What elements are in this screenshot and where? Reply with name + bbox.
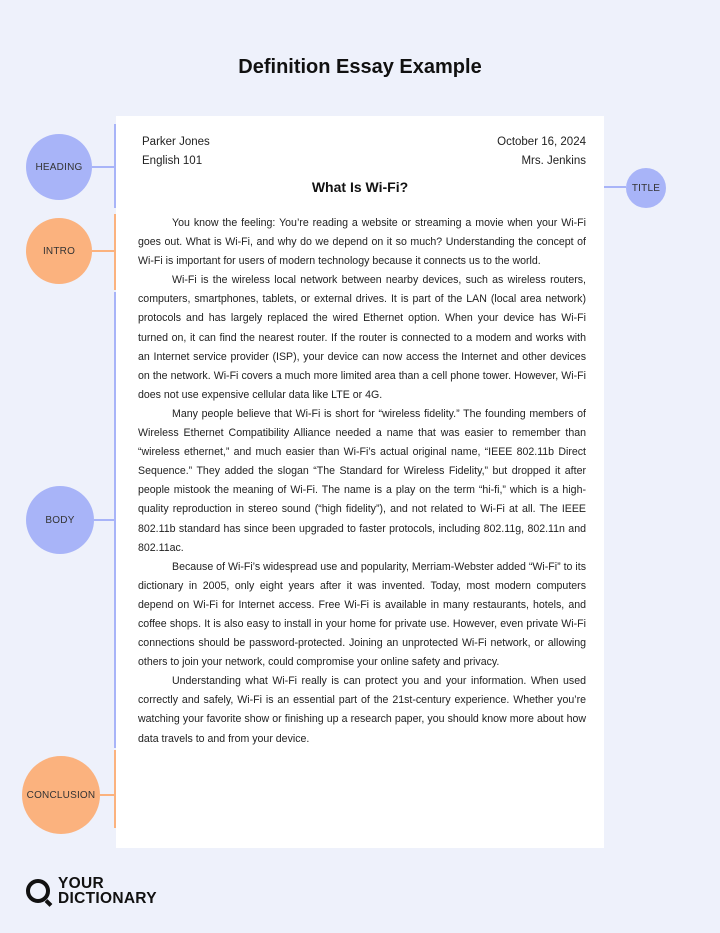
essay-header-right [497,133,586,171]
magnifier-icon [26,879,50,903]
title-label-text: TITLE [631,182,661,194]
author-name: Parker Jones [142,136,210,148]
intro-label [26,218,92,284]
heading-label [26,134,92,200]
title-label [626,168,666,208]
logo-line-2: DICTIONARY [58,890,157,907]
body-paragraph-2: Many people believe that Wi-Fi is short for “wireless fidelity.” The founding members of Wireless Ethernet Compatibility Alliance needed a name that was easier to remember than “wireless ethernet,” and much easier than Wi-Fi’s actual original name, “IEEE 802.11b Direct Sequence.” They added the slogan “The Standard for Wireless Fidelity,” but dropped it after people mistook the meaning of Wi-Fi. The name is a play on the term “hi-fi,” which is a high-quality reproduction in stereo sound (“high fidelity”), and not related to Wi-Fi at all. The IEEE 802.11b standard has since been upgraded to faster protocols, including 802.11g, 802.11n and 802.11ac. [138,407,586,554]
body-paragraph-1: Wi-Fi is the wireless local network between nearby devices, such as wireless routers, computers, smartphones, tablets, or external drives. It is part of the LAN (local area network) protocols and has largely replaced the wired Ethernet option. When your device has Wi-Fi turned on, it can find the nearest router. If the router is connected to a modem and works with an Internet service provider (ISP), your device can now access the Internet and other devices on the network. Wi-Fi covers a much more limited area than a cell phone tower. However, Wi-Fi does not use expensive cellular data like LTE or 4G. [138,274,586,401]
essay-title: What Is Wi-Fi? [311,179,409,195]
conclusion-connector [100,794,114,796]
conclusion-label-text: CONCLUSION [26,789,96,801]
essay-date: October 16, 2024 [497,136,586,148]
heading-label-text: HEADING [35,161,83,173]
logo-wordmark [58,876,157,906]
essay-body [138,214,586,749]
conclusion-paragraph: Understanding what Wi-Fi really is can protect you and your information. When used correctly and safely, Wi-Fi is an essential part of the 21st-century experience. Whether you’re watching your favorite show or finishing up a research paper, you should know more about how data travels to and from your device. [138,675,586,745]
essay-header-left [142,133,210,171]
heading-connector [92,166,114,168]
body-connector [94,519,114,521]
logo-line-1: YOUR [58,875,104,892]
intro-connector [92,250,114,252]
essay-page [116,116,604,848]
course-name: English 101 [142,155,203,167]
body-label-text: BODY [45,514,75,526]
intro-label-text: INTRO [42,245,76,257]
body-paragraph-3: Because of Wi-Fi’s widespread use and popularity, Merriam-Webster added “Wi-Fi” to its dictionary in 2005, only eight years after it was invented. Today, most modern computers depend on Wi-Fi for Internet access. Free Wi-Fi is available in many restaurants, hotels, and coffee shops. It is also easy to install in your home for private use. However, even private Wi-Fi connections should be password-protected. Joining an unprotected Wi-Fi network, or allowing others to join your network, could compromise your online safety and privacy. [138,560,586,669]
conclusion-label [22,756,100,834]
teacher-name: Mrs. Jenkins [521,155,586,167]
body-label [26,486,94,554]
page-title: Definition Essay Example [238,56,482,78]
intro-paragraph: You know the feeling: You’re reading a website or streaming a movie when your Wi-Fi goes out. What is Wi-Fi, and why do we depend on it so much? Understanding the concept of Wi-Fi is important for users of modern technology because it connects us to the world. [138,217,586,268]
yourdictionary-logo [26,876,157,906]
